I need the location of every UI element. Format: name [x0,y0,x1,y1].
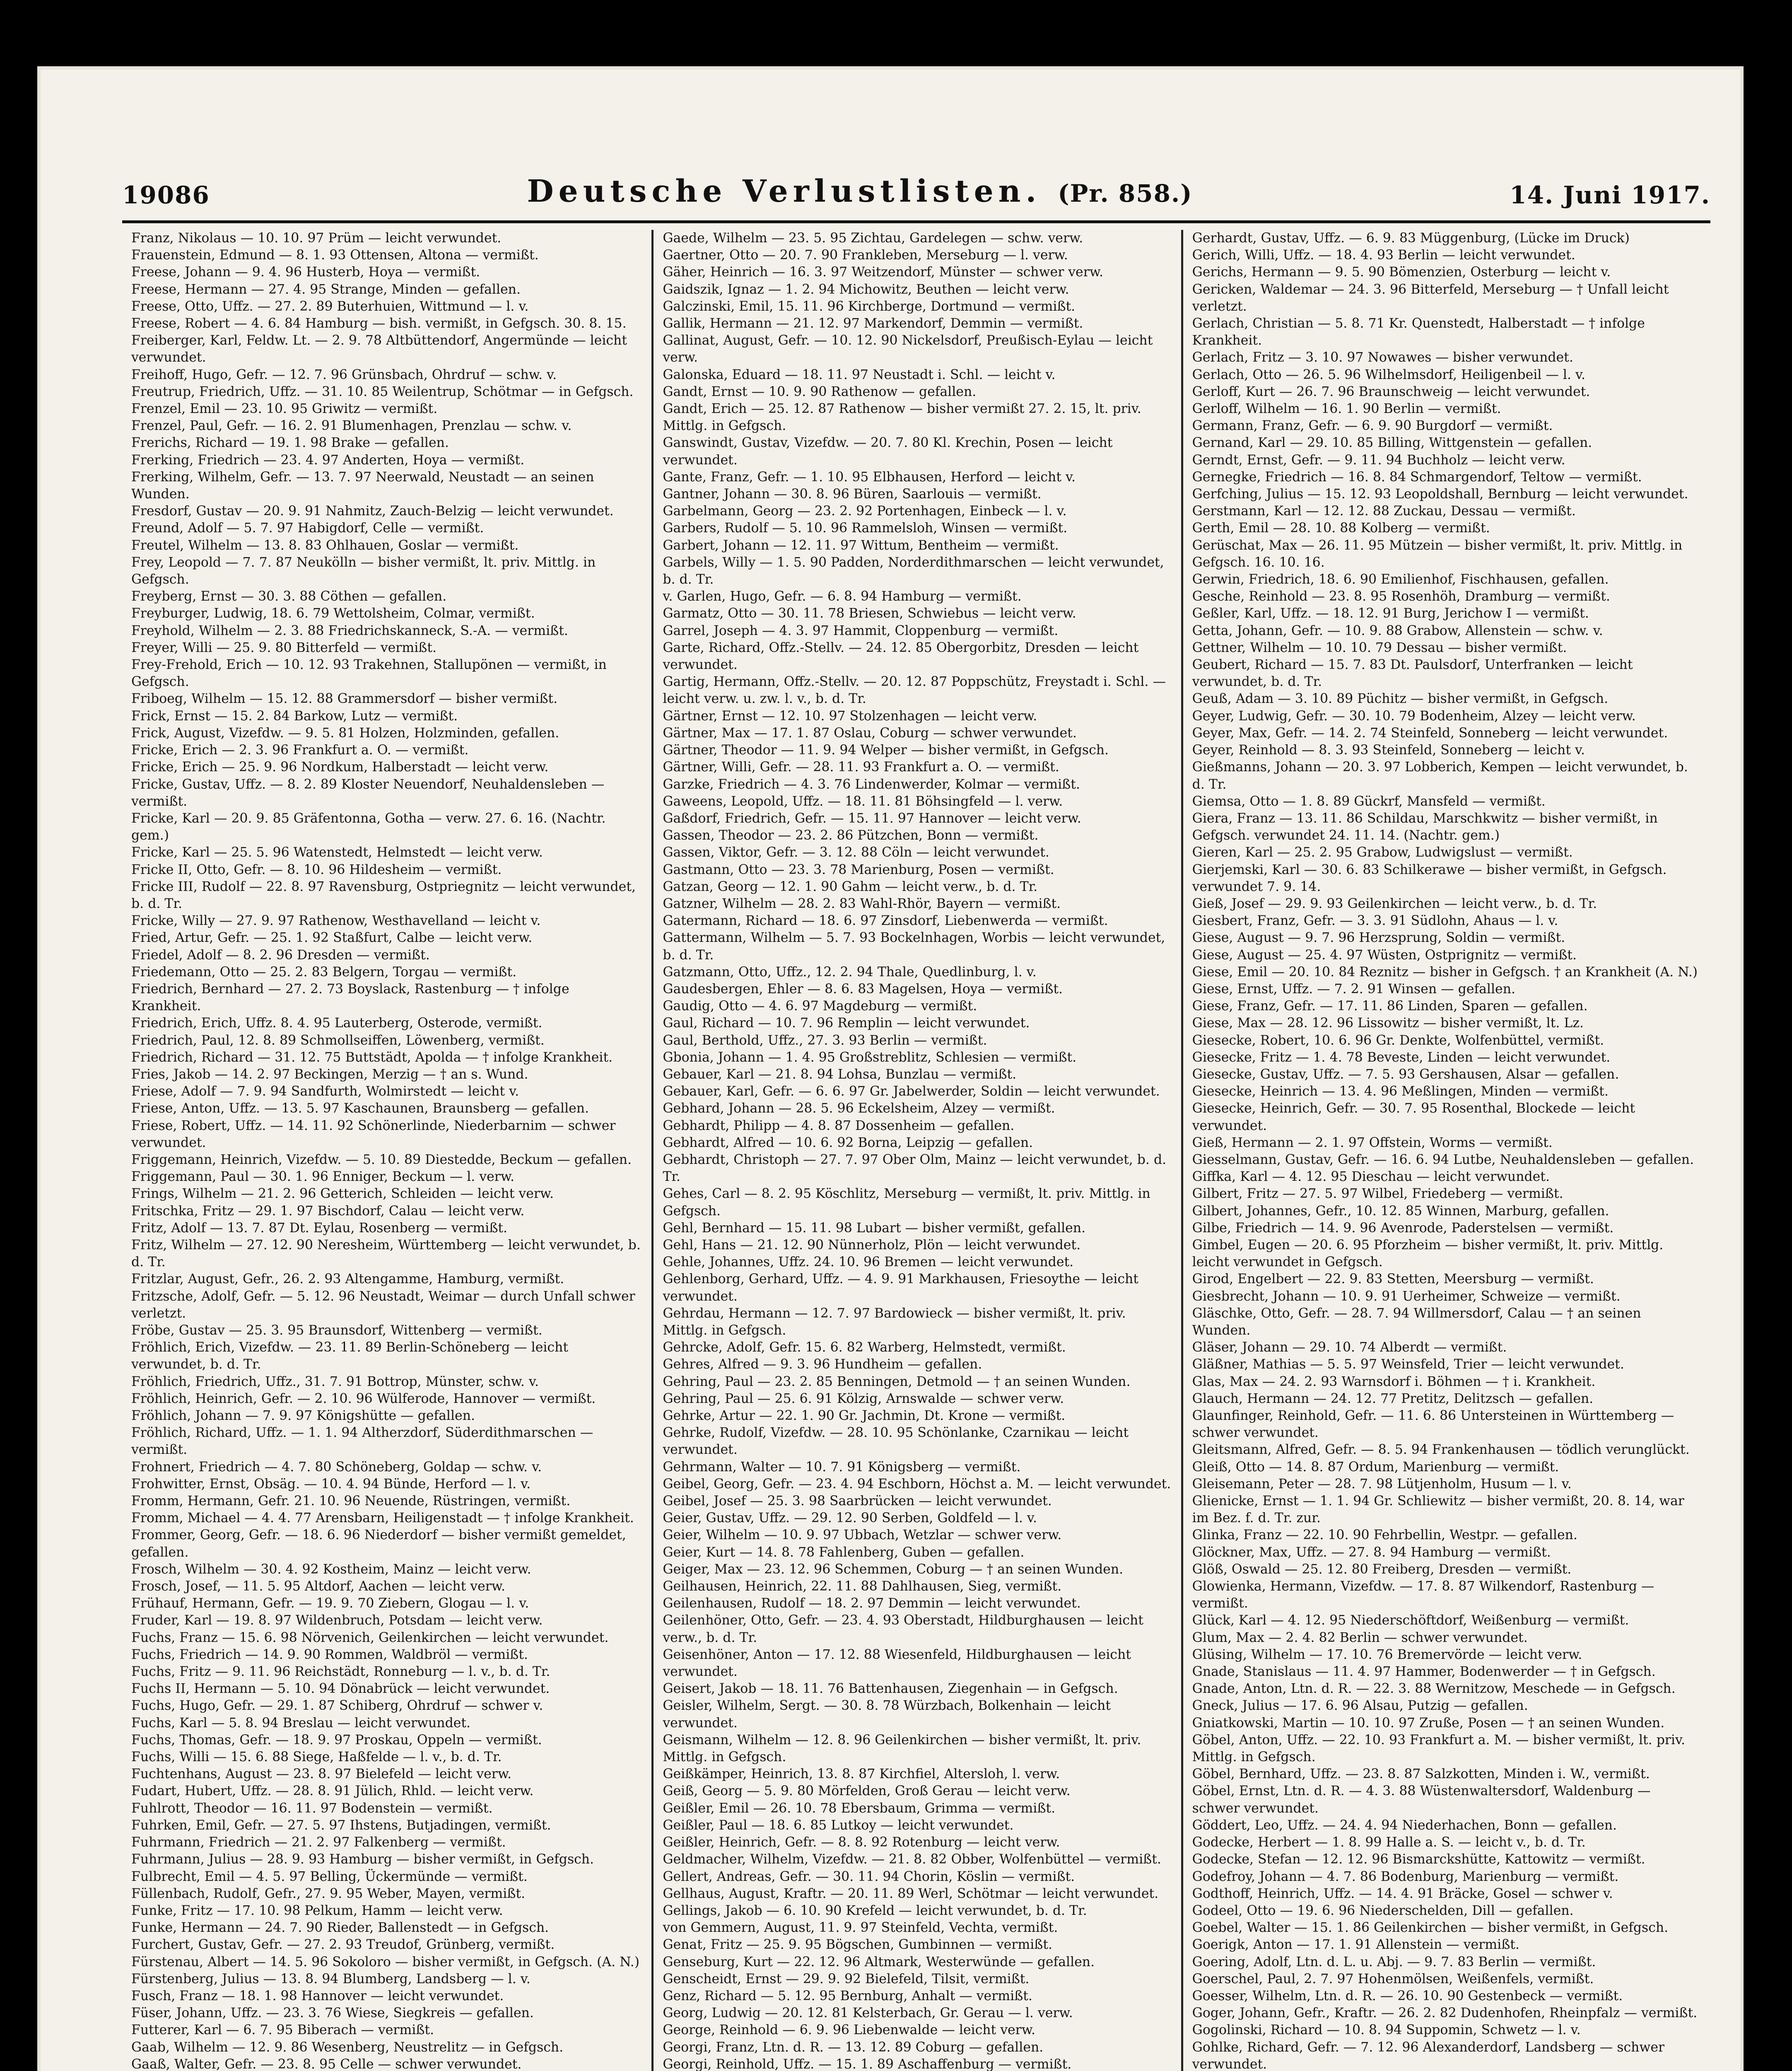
page-header [122,147,1710,209]
casualty-entry: Fudart, Hubert, Uffz. — 28. 8. 91 Jülich, Rhld. — leicht verw. [131,1784,534,1799]
casualty-entry: Gehle, Johannes, Uffz. 24. 10. 96 Bremen — leicht verwundet. [663,1255,1074,1270]
casualty-entry: Garbelmann, Georg — 23. 2. 92 Portenhagen, Einbeck — l. v. [663,504,1067,519]
casualty-entry: Gohlke, Richard, Gefr. — 7. 12. 96 Alexanderdorf, Landsberg — schwer verwundet. [1192,2040,1665,2071]
casualty-entry: Genat, Fritz — 25. 9. 95 Bögschen, Gumbinnen — vermißt. [663,1937,1052,1953]
casualty-entry: Fuhrmann, Julius — 28. 9. 93 Hamburg — bisher vermißt, in Gefgsch. [131,1852,594,1867]
casualty-entry: Glauch, Hermann — 24. 12. 77 Pretitz, Delitzsch — gefallen. [1192,1391,1594,1406]
casualty-entry: Gellhaus, August, Kraftr. — 20. 11. 89 Werl, Schötmar — leicht verwundet. [663,1886,1159,1901]
casualty-entry: Gnade, Anton, Ltn. d. R. — 22. 3. 88 Wernitzow, Meschede — in Gefgsch. [1192,1681,1676,1697]
casualty-entry: Gerloff, Wilhelm — 16. 1. 90 Berlin — vermißt. [1192,401,1501,417]
casualty-entry: Frick, Ernst — 15. 2. 84 Barkow, Lutz — vermißt. [131,708,458,724]
casualty-entry: Gerloff, Kurt — 26. 7. 96 Braunschweig — leicht verwundet. [1192,384,1590,399]
casualty-entry: Geismann, Wilhelm — 12. 8. 96 Geilenkirchen — bisher vermißt, lt. priv. Mittlg. in Gefgsch. [663,1732,1141,1765]
casualty-entry: Fuchs, Willi — 15. 6. 88 Siege, Haßfelde — l. v., b. d. Tr. [131,1750,502,1765]
casualty-entry: Girod, Engelbert — 22. 9. 83 Stetten, Meersburg — vermißt. [1192,1272,1594,1287]
casualty-entry: Gnade, Stanislaus — 11. 4. 97 Hammer, Bodenwerder — † in Gefgsch. [1192,1664,1656,1680]
casualty-entry: Fricke, Willy — 27. 9. 97 Rathenow, Westhavelland — leicht v. [131,913,541,929]
casualty-entry: Geßler, Karl, Uffz. — 18. 12. 91 Burg, Jerichow I — vermißt. [1192,606,1589,621]
casualty-entry: Gandt, Erich — 25. 12. 87 Rathenow — bisher vermißt 27. 2. 15, lt. priv. Mittlg. in Gefgsch. [663,401,1141,434]
casualty-entry: Godecke, Herbert — 1. 8. 99 Halle a. S. — leicht v., b. d. Tr. [1192,1835,1586,1850]
casualty-entry: Gellings, Jakob — 6. 10. 90 Krefeld — leicht verwundet, b. d. Tr. [663,1903,1087,1918]
casualty-entry: Gläschke, Otto, Gefr. — 28. 7. 94 Willmersdorf, Calau — † an seinen Wunden. [1192,1306,1641,1338]
casualty-entry: Geuß, Adam — 3. 10. 89 Püchitz — bisher vermißt, in Gefgsch. [1192,691,1609,707]
casualty-entry: Giese, August — 9. 7. 96 Herzsprung, Soldin — vermißt. [1192,930,1565,946]
casualty-entry: Gassen, Theodor — 23. 2. 86 Pützchen, Bonn — vermißt. [663,828,1039,843]
casualty-entry: Giesecke, Heinrich, Gefr. — 30. 7. 95 Rosenthal, Blockede — leicht verwundet. [1192,1101,1635,1133]
casualty-entry: Gehlenborg, Gerhard, Uffz. — 4. 9. 91 Markhausen, Friesoythe — leicht verwundet. [663,1272,1138,1304]
casualty-entry: Fritz, Wilhelm — 27. 12. 90 Neresheim, Württemberg — leicht verwundet, b. d. Tr. [131,1237,641,1270]
columns [122,230,1710,2071]
casualty-entry: Gante, Franz, Gefr. — 1. 10. 95 Elbhausen, Herford — leicht v. [663,469,1076,485]
casualty-entry: Geilhausen, Heinrich, 22. 11. 88 Dahlhausen, Sieg, vermißt. [663,1579,1062,1594]
casualty-entry: Geibel, Josef — 25. 3. 98 Saarbrücken — leicht verwundet. [663,1494,1052,1509]
casualty-entry: Geilenhöner, Otto, Gefr. — 23. 4. 93 Oberstadt, Hildburghausen — leicht verw., b. d. Tr. [663,1613,1143,1645]
casualty-entry: Frey, Leopold — 7. 7. 87 Neukölln — bisher vermißt, lt. priv. Mittlg. in Gefgsch. [131,555,596,587]
casualty-entry: Gattermann, Wilhelm — 5. 7. 93 Bockelnhagen, Worbis — leicht verwundet, b. d. Tr. [663,930,1165,963]
casualty-entry: Friedemann, Otto — 25. 2. 83 Belgern, Torgau — vermißt. [131,964,517,980]
casualty-entry: Giese, Max — 28. 12. 96 Lissowitz — bisher vermißt, lt. Lz. [1192,1016,1584,1031]
casualty-entry: Friggemann, Heinrich, Vizefdw. — 5. 10. 89 Diestedde, Beckum — gefallen. [131,1152,632,1167]
casualty-entry: Gaab, Wilhelm — 12. 9. 86 Wesenberg, Neustrelitz — in Gefgsch. [131,2040,564,2055]
casualty-entry: Fricke, Erich — 2. 3. 96 Frankfurt a. O. — vermißt. [131,743,469,758]
column-2 [651,230,1181,2071]
casualty-entry: Godefroy, Johann — 4. 7. 86 Bodenburg, Marienburg — vermißt. [1192,1869,1619,1884]
casualty-entry: Fromm, Michael — 4. 4. 77 Arensbarn, Heiligenstadt — † infolge Krankheit. [131,1511,634,1526]
casualty-entry: Geldmacher, Wilhelm, Vizefdw. — 21. 8. 82 Obber, Wolfenbüttel — vermißt. [663,1852,1161,1867]
casualty-entry: Giese, Emil — 20. 10. 84 Reznitz — bisher in Gefgsch. † an Krankheit (A. N.) [1192,964,1698,980]
casualty-entry: Freutel, Wilhelm — 13. 8. 83 Ohlhauen, Goslar — vermißt. [131,538,519,553]
casualty-entry: Gäher, Heinrich — 16. 3. 97 Weitzendorf, Münster — schwer verw. [663,265,1103,280]
casualty-entry: Fröhlich, Friedrich, Uffz., 31. 7. 91 Bottrop, Münster, schw. v. [131,1374,539,1389]
casualty-entry: Gerhardt, Gustav, Uffz. — 6. 9. 83 Müggenburg, (Lücke im Druck) [1192,231,1630,246]
casualty-entry: Gerlach, Fritz — 3. 10. 97 Nowawes — bisher verwundet. [1192,350,1573,365]
casualty-entry: George, Reinhold — 6. 9. 96 Liebenwalde — leicht verw. [663,2023,1035,2038]
casualty-entry: Gärtner, Willi, Gefr. — 28. 11. 93 Frankfurt a. O. — vermißt. [663,760,1059,775]
casualty-entry: Fröhlich, Erich, Vizefdw. — 23. 11. 89 Berlin-Schöneberg — leicht verwundet, b. d. Tr. [131,1340,569,1372]
casualty-entry: Gerth, Emil — 28. 10. 88 Kolberg — vermißt. [1192,521,1490,536]
casualty-entry: Fuhrken, Emil, Gefr. — 27. 5. 97 Ihstens, Butjadingen, vermißt. [131,1818,551,1833]
casualty-entry: Friedel, Adolf — 8. 2. 96 Dresden — vermißt. [131,947,430,963]
casualty-entry: Gehes, Carl — 8. 2. 95 Köschlitz, Merseburg — vermißt, lt. priv. Mittlg. in Gefgsch. [663,1186,1150,1219]
casualty-entry: Fuchs, Fritz — 9. 11. 96 Reichstädt, Ronneburg — l. v., b. d. Tr. [131,1664,550,1680]
casualty-entry: Fricke, Erich — 25. 9. 96 Nordkum, Halberstadt — leicht verw. [131,760,549,775]
casualty-entry: Gilbert, Johannes, Gefr., 10. 12. 85 Winnen, Marburg, gefallen. [1192,1203,1609,1219]
casualty-entry: Freese, Johann — 9. 4. 96 Husterb, Hoya — vermißt. [131,265,480,280]
casualty-entry: Fried, Artur, Gefr. — 25. 1. 92 Staßfurt, Calbe — leicht verw. [131,930,533,946]
casualty-entry: Giemsa, Otto — 1. 8. 89 Gückrf, Mansfeld — vermißt. [1192,794,1546,809]
casualty-entry: Göddert, Leo, Uffz. — 24. 4. 94 Niederhachen, Bonn — gefallen. [1192,1818,1617,1833]
casualty-entry: Glowienka, Hermann, Vizefdw. — 17. 8. 87 Wilkendorf, Rastenburg — vermißt. [1192,1579,1655,1611]
casualty-entry: Gehrke, Rudolf, Vizefdw. — 28. 10. 95 Schönlanke, Czarnikau — leicht verwundet. [663,1425,1129,1458]
casualty-entry: Gaidszik, Ignaz — 1. 2. 94 Michowitz, Beuthen — leicht verw. [663,282,1069,297]
casualty-entry: Frings, Wilhelm — 21. 2. 96 Getterich, Schleiden — leicht verw. [131,1186,554,1202]
casualty-entry: Gatzan, Georg — 12. 1. 90 Gahm — leicht verw., b. d. Tr. [663,879,1038,894]
casualty-entry: Gehres, Alfred — 9. 3. 96 Hundheim — gefallen. [663,1357,982,1372]
casualty-entry: Frenzel, Paul, Gefr. — 16. 2. 91 Blumenhagen, Prenzlau — schw. v. [131,418,572,434]
casualty-entry: Gatermann, Richard — 18. 6. 97 Zinsdorf, Liebenwerda — vermißt. [663,913,1108,929]
casualty-entry: Füllenbach, Rudolf, Gefr., 27. 9. 95 Weber, Mayen, vermißt. [131,1886,526,1901]
casualty-entry: Garbert, Johann — 12. 11. 97 Wittum, Bentheim — vermißt. [663,538,1059,553]
casualty-entry: Gbonia, Johann — 1. 4. 95 Großstreblitz, Schlesien — vermißt. [663,1050,1077,1065]
casualty-entry: Gaudig, Otto — 4. 6. 97 Magdeburg — vermißt. [663,999,977,1014]
casualty-entry: Frohnert, Friedrich — 4. 7. 80 Schöneberg, Goldap — schw. v. [131,1459,542,1475]
casualty-entry: Geyer, Reinhold — 8. 3. 93 Steinfeld, Sonneberg — leicht v. [1192,743,1585,758]
casualty-entry: Gimbel, Eugen — 20. 6. 95 Pforzheim — bisher vermißt, lt. priv. Mittlg. leicht verwundet in Gefgsch. [1192,1237,1664,1270]
casualty-entry: Gläßner, Mathias — 5. 5. 97 Weinsfeld, Trier — leicht verwundet. [1192,1357,1624,1372]
casualty-entry: Gallik, Hermann — 21. 12. 97 Markendorf, Demmin — vermißt. [663,316,1083,331]
casualty-entry: Glöß, Oswald — 25. 12. 80 Freiberg, Dresden — vermißt. [1192,1562,1572,1577]
casualty-entry: Fresdorf, Gustav — 20. 9. 91 Nahmitz, Zauch-Belzig — leicht verwundet. [131,504,614,519]
casualty-entry: Giera, Franz — 13. 11. 86 Schildau, Marschkwitz — bisher vermißt, in Gefgsch. verwundet 24. 11. 14. (Nachtr. gem.) [1192,811,1658,843]
casualty-entry: Gaede, Wilhelm — 23. 5. 95 Zichtau, Gardelegen — schw. verw. [663,231,1083,246]
casualty-entry: Geier, Gustav, Uffz. — 29. 12. 90 Serben, Goldfeld — l. v. [663,1511,1037,1526]
casualty-entry: Gebauer, Karl — 21. 8. 94 Lohsa, Bunzlau — vermißt. [663,1067,1017,1082]
casualty-entry: Giesselmann, Gustav, Gefr. — 16. 6. 94 Lutbe, Neuhaldensleben — gefallen. [1192,1152,1694,1167]
casualty-entry: Fuchs, Hugo, Gefr. — 29. 1. 87 Schiberg, Ohrdruf — schwer v. [131,1698,543,1714]
masthead [527,174,1192,209]
casualty-entry: Geißler, Heinrich, Gefr. — 8. 8. 92 Rotenburg — leicht verw. [663,1835,1060,1850]
casualty-entry: Gatzmann, Otto, Uffz., 12. 2. 94 Thale, Quedlinburg, l. v. [663,964,1037,980]
casualty-entry: Gilbe, Friedrich — 14. 9. 96 Avenrode, Paderstelsen — vermißt. [1192,1220,1614,1236]
casualty-entry: Georgi, Franz, Ltn. d. R. — 13. 12. 89 Coburg — gefallen. [663,2040,1044,2055]
casualty-entry: Gebhardt, Alfred — 10. 6. 92 Borna, Leipzig — gefallen. [663,1135,1033,1150]
casualty-entry: Gehrke, Artur — 22. 1. 90 Gr. Jachmin, Dt. Krone — vermißt. [663,1408,1066,1424]
casualty-entry: Geiger, Max — 23. 12. 96 Schemmen, Coburg — † an seinen Wunden. [663,1562,1124,1577]
issue-date: 14. Juni 1917. [1510,181,1710,209]
casualty-entry: Friedrich, Richard — 31. 12. 75 Buttstädt, Apolda — † infolge Krankheit. [131,1050,613,1065]
casualty-entry: Gärtner, Theodor — 11. 9. 94 Welper — bisher vermißt, in Gefgsch. [663,743,1109,758]
casualty-entry: Genseburg, Kurt — 22. 12. 96 Altmark, Westerwünde — gefallen. [663,1954,1095,1970]
masthead-title: Deutsche Verlustlisten. [527,174,1042,209]
casualty-entry: Gniatkowski, Martin — 10. 10. 97 Zruße, Posen — † an seinen Wunden. [1192,1715,1665,1731]
casualty-entry: Fuchs, Friedrich — 14. 9. 90 Rommen, Waldbröl — vermißt. [131,1647,528,1662]
casualty-entry: Frerking, Wilhelm, Gefr. — 13. 7. 97 Neerwald, Neustadt — an seinen Wunden. [131,469,594,502]
casualty-entry: Gerwin, Friedrich, 18. 6. 90 Emilienhof, Fischhausen, gefallen. [1192,572,1609,587]
casualty-entry: Getta, Johann, Gefr. — 10. 9. 88 Grabow, Allenstein — schw. v. [1192,623,1603,638]
casualty-entry: Fruder, Karl — 19. 8. 97 Wildenbruch, Potsdam — leicht verw. [131,1613,543,1628]
casualty-entry: Frey-Frehold, Erich — 10. 12. 93 Trakehnen, Stallupönen — vermißt, in Gefgsch. [131,657,607,690]
casualty-entry: Gerichs, Hermann — 9. 5. 90 Bömenzien, Osterburg — leicht v. [1192,265,1611,280]
casualty-entry: Friboeg, Wilhelm — 15. 12. 88 Grammersdorf — bisher vermißt. [131,691,558,707]
casualty-entry: Giesecke, Gustav, Uffz. — 7. 5. 93 Gershausen, Alsar — gefallen. [1192,1067,1619,1082]
casualty-entry: Gaertner, Otto — 20. 7. 90 Frankleben, Merseburg — l. verw. [663,248,1068,263]
casualty-entry: Funke, Hermann — 24. 7. 90 Rieder, Ballenstedt — in Gefgsch. [131,1920,549,1936]
casualty-entry: Glück, Karl — 4. 12. 95 Niederschöftdorf, Weißenburg — vermißt. [1192,1613,1629,1628]
casualty-entry: Fröhlich, Richard, Uffz. — 1. 1. 94 Altherzdorf, Süderdithmarschen — vermißt. [131,1425,593,1458]
casualty-entry: Gieß, Hermann — 2. 1. 97 Offstein, Worms — vermißt. [1192,1135,1553,1150]
casualty-entry: Gläser, Johann — 29. 10. 74 Alberdt — vermißt. [1192,1340,1507,1355]
casualty-entry: Fröbe, Gustav — 25. 3. 95 Braunsdorf, Wittenberg — vermißt. [131,1323,543,1338]
casualty-entry: Gallinat, August, Gefr. — 10. 12. 90 Nickelsdorf, Preußisch-Eylau — leicht verw. [663,333,1153,365]
casualty-entry: Gierjemski, Karl — 30. 6. 83 Schilkerawe — bisher vermißt, in Gefgsch. verwundet 7. 9. 14. [1192,862,1667,894]
casualty-entry: Gebhardt, Christoph — 27. 7. 97 Ober Olm, Mainz — leicht verwundet, b. d. Tr. [663,1152,1167,1185]
casualty-entry: Godeel, Otto — 19. 6. 96 Niederschelden, Dill — gefallen. [1192,1903,1574,1918]
page-number: 19086 [122,181,210,209]
casualty-entry: Fricke, Gustav, Uffz. — 8. 2. 89 Kloster Neuendorf, Neuhaldensleben — vermißt. [131,777,605,809]
casualty-entry: Garbels, Willy — 1. 5. 90 Padden, Norderdithmarschen — leicht verwundet, b. d. Tr. [663,555,1164,587]
casualty-entry: Giesbrecht, Johann — 10. 9. 91 Uerheimer, Schweize — vermißt. [1192,1289,1621,1304]
casualty-entry: Fritschka, Fritz — 29. 1. 97 Bischdorf, Calau — leicht verw. [131,1203,525,1219]
casualty-entry: Gartig, Hermann, Offz.-Stellv. — 20. 12. 87 Poppschütz, Freystadt i. Schl. — leicht verw. u. zw. l. v., b. d. Tr. [663,674,1166,707]
casualty-entry: Genz, Richard — 5. 12. 95 Bernburg, Anhalt — vermißt. [663,1988,1032,2003]
casualty-entry: Geibel, Georg, Gefr. — 23. 4. 94 Eschborn, Höchst a. M. — leicht verwundet. [663,1476,1171,1492]
casualty-entry: Gehl, Bernhard — 15. 11. 98 Lubart — bisher vermißt, gefallen. [663,1220,1086,1236]
casualty-entry: Giesecke, Robert, 10. 6. 96 Gr. Denkte, Wolfenbüttel, vermißt. [1192,1033,1604,1048]
casualty-entry: Freihoff, Hugo, Gefr. — 12. 7. 96 Grünsbach, Ohrdruf — schw. v. [131,367,557,382]
casualty-entry: Goerschel, Paul, 2. 7. 97 Hohenmölsen, Weißenfels, vermißt. [1192,1971,1594,1987]
casualty-entry: Geiß, Georg — 5. 9. 80 Mörfelden, Groß Gerau — leicht verw. [663,1784,1071,1799]
casualty-entry: Gebauer, Karl, Gefr. — 6. 6. 97 Gr. Jabelwerder, Soldin — leicht verwundet. [663,1084,1160,1099]
casualty-entry: Galczinski, Emil, 15. 11. 96 Kirchberge, Dortmund — vermißt. [663,299,1076,314]
column-1 [122,230,651,2071]
casualty-entry: Giese, Franz, Gefr. — 17. 11. 86 Linden, Sparen — gefallen. [1192,999,1588,1014]
casualty-entry: Gaul, Richard — 10. 7. 96 Remplin — leicht verwundet. [663,1016,1030,1031]
casualty-entry: Göbel, Ernst, Ltn. d. R. — 4. 3. 88 Wüstenwaltersdorf, Waldenburg — schwer verwundet. [1192,1784,1651,1816]
casualty-entry: Fricke, Karl — 25. 5. 96 Watenstedt, Helmstedt — leicht verw. [131,845,543,860]
issue-number: (Pr. 858.) [1058,179,1193,208]
casualty-entry: Gehring, Paul — 23. 2. 85 Benningen, Detmold — † an seinen Wunden. [663,1374,1131,1389]
casualty-entry: Frosch, Wilhelm — 30. 4. 92 Kostheim, Mainz — leicht verw. [131,1562,531,1577]
casualty-entry: Gatzner, Wilhelm — 28. 2. 83 Wahl-Rhör, Bayern — vermißt. [663,896,1061,911]
casualty-entry: Godthoff, Heinrich, Uffz. — 14. 4. 91 Bräcke, Gosel — schwer v. [1192,1886,1613,1901]
casualty-entry: Giese, August — 25. 4. 97 Wüsten, Ostprignitz — vermißt. [1192,947,1577,963]
casualty-entry: Fuchs, Karl — 5. 8. 94 Breslau — leicht verwundet. [131,1715,471,1731]
casualty-entry: Geisenhöner, Anton — 17. 12. 88 Wiesenfeld, Hildburghausen — leicht verwundet. [663,1647,1131,1680]
casualty-entry: Gehring, Paul — 25. 6. 91 Kölzig, Arnswalde — schwer verw. [663,1391,1064,1406]
casualty-entry: Geier, Wilhelm — 10. 9. 97 Ubbach, Wetzlar — schwer verw. [663,1528,1062,1543]
casualty-entry: Ganswindt, Gustav, Vizefdw. — 20. 7. 80 Kl. Krechin, Posen — leicht verwundet. [663,435,1113,468]
casualty-entry: Gaaß, Walter, Gefr. — 23. 8. 95 Celle — schwer verwundet. [131,2057,522,2071]
casualty-entry: Geyer, Ludwig, Gefr. — 30. 10. 79 Bodenheim, Alzey — leicht verw. [1192,708,1636,724]
casualty-entry: Gebhardt, Philipp — 4. 8. 87 Dossenheim — gefallen. [663,1118,1015,1133]
casualty-entry: Fuchs, Thomas, Gefr. — 18. 9. 97 Proskau, Oppeln — vermißt. [131,1732,542,1748]
casualty-entry: Gebhard, Johann — 28. 5. 96 Eckelsheim, Alzey — vermißt. [663,1101,1055,1116]
casualty-entry: Gleiß, Otto — 14. 8. 87 Ordum, Marienburg — vermißt. [1192,1459,1559,1475]
casualty-entry: Freyer, Willi — 25. 9. 80 Bitterfeld — vermißt. [131,640,437,655]
casualty-entry: Füser, Johann, Uffz. — 23. 3. 76 Wiese, Siegkreis — gefallen. [131,2006,534,2021]
casualty-entry: Fricke III, Rudolf — 22. 8. 97 Ravensburg, Ostpriegnitz — leicht verwundet, b. d. Tr. [131,879,636,911]
casualty-entry: Friedrich, Paul, 12. 8. 89 Schmollseiffen, Löwenberg, vermißt. [131,1033,545,1048]
casualty-entry: Glinka, Franz — 22. 10. 90 Fehrbellin, Westpr. — gefallen. [1192,1528,1577,1543]
casualty-entry: Glöckner, Max, Uffz. — 27. 8. 94 Hamburg — vermißt. [1192,1545,1551,1560]
casualty-entry: Frick, August, Vizefdw. — 9. 5. 81 Holzen, Holzminden, gefallen. [131,725,560,741]
casualty-entry: Gernegke, Friedrich — 16. 8. 84 Schmargendorf, Teltow — vermißt. [1192,469,1642,485]
casualty-entry: Freese, Robert — 4. 6. 84 Hamburg — bish. vermißt, in Gefgsch. 30. 8. 15. [131,316,627,331]
casualty-entry: Glaunfinger, Reinhold, Gefr. — 11. 6. 86 Untersteinen in Württemberg — schwer verwundet. [1192,1408,1674,1441]
casualty-entry: Göbel, Anton, Uffz. — 22. 10. 93 Frankfurt a. M. — bisher vermißt, lt. priv. Mittlg. in Gefgsch. [1192,1732,1686,1765]
casualty-entry: Gärtner, Ernst — 12. 10. 97 Stolzenhagen — leicht verw. [663,708,1037,724]
casualty-entry: Gleisemann, Peter — 28. 7. 98 Lütjenholm, Husum — l. v. [1192,1476,1572,1492]
casualty-entry: Glas, Max — 24. 2. 93 Warnsdorf i. Böhmen — † i. Krankheit. [1192,1374,1596,1389]
casualty-entry: Geier, Kurt — 14. 8. 78 Fahlenberg, Guben — gefallen. [663,1545,1025,1560]
casualty-entry: Gneck, Julius — 17. 6. 96 Alsau, Putzig — gefallen. [1192,1698,1528,1714]
casualty-entry: Gassen, Viktor, Gefr. — 3. 12. 88 Cöln — leicht verwundet. [663,845,1049,860]
casualty-entry: Gaul, Berthold, Uffz., 27. 3. 93 Berlin — vermißt. [663,1033,987,1048]
casualty-entry: Frommer, Georg, Gefr. — 18. 6. 96 Niederdorf — bisher vermißt gemeldet, gefallen. [131,1528,626,1560]
casualty-entry: Goering, Adolf, Ltn. d. L. u. Abj. — 9. 7. 83 Berlin — vermißt. [1192,1954,1596,1970]
casualty-entry: Goesser, Wilhelm, Ltn. d. R. — 26. 10. 90 Gestenbeck — vermißt. [1192,1988,1623,2003]
casualty-entry: Godecke, Stefan — 12. 12. 96 Bismarckshütte, Kattowitz — vermißt. [1192,1852,1645,1867]
casualty-entry: Gehl, Hans — 21. 12. 90 Nünnerholz, Plön — leicht verwundet. [663,1237,1081,1253]
casualty-entry: Freyberg, Ernst — 30. 3. 88 Cöthen — gefallen. [131,589,447,604]
casualty-entry: Frosch, Josef, — 11. 5. 95 Altdorf, Aachen — leicht verw. [131,1579,506,1594]
casualty-entry: Gerndt, Ernst, Gefr. — 9. 11. 94 Buchholz — leicht verw. [1192,452,1565,468]
casualty-entry: Gaßdorf, Friedrich, Gefr. — 15. 11. 97 Hannover — leicht verw. [663,811,1081,826]
casualty-entry: Gehrmann, Walter — 10. 7. 91 Königsberg — vermißt. [663,1459,1021,1475]
casualty-entry: Friese, Anton, Uffz. — 13. 5. 97 Kaschaunen, Braunsberg — gefallen. [131,1101,589,1116]
casualty-entry: Gaweens, Leopold, Uffz. — 18. 11. 81 Böhsingfeld — l. verw. [663,794,1063,809]
casualty-entry: Garrel, Joseph — 4. 3. 97 Hammit, Cloppenburg — vermißt. [663,623,1059,638]
casualty-entry: Gandt, Ernst — 10. 9. 90 Rathenow — gefallen. [663,384,977,399]
casualty-entry: Gerlach, Otto — 26. 5. 96 Wilhelmsdorf, Heiligenbeil — l. v. [1192,367,1586,382]
casualty-entry: Gaudesbergen, Ehler — 8. 6. 83 Magelsen, Hoya — vermißt. [663,981,1063,997]
casualty-entry: Gieren, Karl — 25. 2. 95 Grabow, Ludwigslust — vermißt. [1192,845,1573,860]
casualty-entry: Georgi, Reinhold, Uffz. — 15. 1. 89 Aschaffenburg — vermißt. [663,2057,1072,2071]
casualty-entry: Fuchs II, Hermann — 5. 10. 94 Dönabrück — leicht verwundet. [131,1681,550,1697]
casualty-entry: Galonska, Eduard — 18. 11. 97 Neustadt i. Schl. — leicht v. [663,367,1056,382]
casualty-entry: Fröhlich, Johann — 7. 9. 97 Königshütte — gefallen. [131,1408,475,1424]
casualty-entry: Frerking, Friedrich — 23. 4. 97 Anderten, Hoya — vermißt. [131,452,525,468]
casualty-entry: Fricke, Karl — 20. 9. 85 Gräfentonna, Gotha — verw. 27. 6. 16. (Nachtr. gem.) [131,811,606,843]
casualty-entry: Frauenstein, Edmund — 8. 1. 93 Ottensen, Altona — vermißt. [131,248,539,263]
casualty-entry: Fritzsche, Adolf, Gefr. — 5. 12. 96 Neustadt, Weimar — durch Unfall schwer verletzt. [131,1289,635,1321]
casualty-entry: Germann, Franz, Gefr. — 6. 9. 90 Burgdorf — vermißt. [1192,418,1553,434]
casualty-entry: Frühauf, Hermann, Gefr. — 19. 9. 70 Ziebern, Glogau — l. v. [131,1596,529,1611]
casualty-entry: Fürstenberg, Julius — 13. 8. 94 Blumberg, Landsberg — l. v. [131,1971,531,1987]
casualty-entry: Gericken, Waldemar — 24. 3. 96 Bitterfeld, Merseburg — † Unfall leicht verletzt. [1192,282,1669,314]
casualty-entry: Freiberger, Karl, Feldw. Lt. — 2. 9. 78 Altbüttendorf, Angermünde — leicht verwundet. [131,333,627,365]
casualty-entry: Geilenhausen, Rudolf — 18. 2. 97 Demmin — leicht verwundet. [663,1596,1081,1611]
casualty-entry: v. Garlen, Hugo, Gefr. — 6. 8. 94 Hamburg — vermißt. [663,589,1022,604]
casualty-entry: Freyhold, Wilhelm — 2. 3. 88 Friedrichskanneck, S.-A. — vermißt. [131,623,568,638]
casualty-entry: Goebel, Walter — 15. 1. 86 Geilenkirchen — bisher vermißt, in Gefgsch. [1192,1920,1669,1936]
casualty-entry: Fuhlrott, Theodor — 16. 11. 97 Bodenstein — vermißt. [131,1801,493,1816]
casualty-entry: Furchert, Gustav, Gefr. — 27. 2. 93 Treudof, Grünberg, vermißt. [131,1937,555,1953]
casualty-entry: Fuhrmann, Friedrich — 21. 2. 97 Falkenberg — vermißt. [131,1835,506,1850]
casualty-entry: Funke, Fritz — 17. 10. 98 Pelkum, Hamm — leicht verw. [131,1903,503,1918]
casualty-entry: Giesecke, Heinrich — 13. 4. 96 Meßlingen, Minden — vermißt. [1192,1084,1609,1099]
newspaper-page [37,66,1744,2071]
casualty-entry: Friese, Robert, Uffz. — 14. 11. 92 Schönerlinde, Niederbarnim — schwer verwundet. [131,1118,616,1150]
casualty-entry: Garmatz, Otto — 30. 11. 78 Briesen, Schwiebus — leicht verw. [663,606,1076,621]
casualty-entry: Geißkämper, Heinrich, 13. 8. 87 Kirchfiel, Altersloh, l. verw. [663,1767,1060,1782]
casualty-entry: Fuchtenhans, August — 23. 8. 97 Bielefeld — leicht verw. [131,1767,512,1782]
casualty-entry: Fromm, Hermann, Gefr. 21. 10. 96 Neuende, Rüstringen, vermißt. [131,1494,571,1509]
casualty-entry: Fries, Jakob — 14. 2. 97 Beckingen, Merzig — † an s. Wund. [131,1067,528,1082]
casualty-entry: Freyburger, Ludwig, 18. 6. 79 Wettolsheim, Colmar, vermißt. [131,606,535,621]
casualty-entry: Gastmann, Otto — 23. 3. 78 Marienburg, Posen — vermißt. [663,862,1054,877]
casualty-entry: Franz, Nikolaus — 10. 10. 97 Prüm — leicht verwundet. [131,231,502,246]
casualty-entry: Giesbert, Franz, Gefr. — 3. 3. 91 Südlohn, Ahaus — l. v. [1192,913,1558,929]
casualty-entry: Frohwitter, Ernst, Obsäg. — 10. 4. 94 Bünde, Herford — l. v. [131,1476,531,1492]
casualty-entry: Gärtner, Max — 17. 1. 87 Oslau, Coburg — schwer verwundet. [663,725,1077,741]
casualty-entry: Freund, Adolf — 5. 7. 97 Habigdorf, Celle — vermißt. [131,521,484,536]
casualty-entry: Fricke II, Otto, Gefr. — 8. 10. 96 Hildesheim — vermißt. [131,862,502,877]
casualty-entry: Gleitsmann, Alfred, Gefr. — 8. 5. 94 Frankenhausen — tödlich verunglückt. [1192,1442,1690,1458]
casualty-entry: Giese, Ernst, Uffz. — 7. 2. 91 Winsen — gefallen. [1192,981,1515,997]
casualty-entry: Fürstenau, Albert — 14. 5. 96 Sokoloro — bisher vermißt, in Gefgsch. (A. N.) [131,1954,639,1970]
casualty-entry: Friese, Adolf — 7. 9. 94 Sandfurth, Wolmirstedt — leicht v. [131,1084,519,1099]
casualty-entry: Gehrcke, Adolf, Gefr. 15. 6. 82 Warberg, Helmstedt, vermißt. [663,1340,1066,1355]
casualty-entry: Futterer, Karl — 6. 7. 95 Biberach — vermißt. [131,2023,434,2038]
casualty-entry: Gettner, Wilhelm — 10. 10. 79 Dessau — bisher vermißt. [1192,640,1567,655]
casualty-entry: Geisler, Wilhelm, Sergt. — 30. 8. 78 Würzbach, Bolkenhain — leicht verwundet. [663,1698,1111,1731]
header-rule [122,220,1710,223]
casualty-entry: Gerüschat, Max — 26. 11. 95 Mützein — bisher vermißt, lt. priv. Mittlg. in Gefgsch. 16. 10. 16. [1192,538,1683,570]
casualty-entry: Gellert, Andreas, Gefr. — 30. 11. 94 Chorin, Köslin — vermißt. [663,1869,1075,1884]
casualty-entry: Gehrdau, Hermann — 12. 7. 97 Bardowieck — bisher vermißt, lt. priv. Mittlg. in Gefgsch. [663,1306,1126,1338]
casualty-entry: Garte, Richard, Offz.-Stellv. — 24. 12. 85 Obergorbitz, Dresden — leicht verwundet. [663,640,1139,673]
casualty-entry: Geißler, Emil — 26. 10. 78 Ebersbaum, Grimma — vermißt. [663,1801,1056,1816]
casualty-entry: Gießmanns, Johann — 20. 3. 97 Lobberich, Kempen — leicht verwundet, b. d. Tr. [1192,760,1688,792]
casualty-entry: Gantner, Johann — 30. 8. 96 Büren, Saarlouis — vermißt. [663,487,1042,502]
casualty-entry: Geißler, Paul — 18. 6. 85 Lutkoy — leicht verwundet. [663,1818,1014,1833]
casualty-entry: Fuchs, Franz — 15. 6. 98 Nörvenich, Geilenkirchen — leicht verwundet. [131,1630,609,1645]
casualty-entry: Gernand, Karl — 29. 10. 85 Billing, Wittgenstein — gefallen. [1192,435,1592,451]
casualty-entry: Fulbrecht, Emil — 4. 5. 97 Belling, Ückermünde — vermißt. [131,1869,528,1884]
casualty-entry: Friedrich, Bernhard — 27. 2. 73 Boyslack, Rastenburg — † infolge Krankheit. [131,981,569,1014]
casualty-entry: Fritzlar, August, Gefr., 26. 2. 93 Altengamme, Hamburg, vermißt. [131,1272,564,1287]
casualty-entry: Gerfching, Julius — 15. 12. 93 Leopoldshall, Bernburg — leicht verwundet. [1192,487,1688,502]
casualty-entry: Göbel, Bernhard, Uffz. — 23. 8. 87 Salzkotten, Minden i. W., vermißt. [1192,1767,1650,1782]
casualty-entry: Freutrup, Friedrich, Uffz. — 31. 10. 85 Weilentrup, Schötmar — in Gefgsch. [131,384,634,399]
casualty-entry: Glum, Max — 2. 4. 82 Berlin — schwer verwundet. [1192,1630,1528,1645]
casualty-entry: Georg, Ludwig — 20. 12. 81 Kelsterbach, Gr. Gerau — l. verw. [663,2006,1073,2021]
casualty-entry: Giesecke, Fritz — 1. 4. 78 Beveste, Linden — leicht verwundet. [1192,1050,1611,1065]
casualty-entry: Freese, Hermann — 27. 4. 95 Strange, Minden — gefallen. [131,282,521,297]
casualty-entry: Freese, Otto, Uffz. — 27. 2. 89 Buterhuien, Wittmund — l. v. [131,299,529,314]
casualty-entry: Glienicke, Ernst — 1. 1. 94 Gr. Schliewitz — bisher vermißt, 20. 8. 14, war im Bez. f. d. Tr. zur. [1192,1494,1684,1526]
casualty-entry: Friedrich, Erich, Uffz. 8. 4. 95 Lauterberg, Osterode, vermißt. [131,1016,543,1031]
casualty-entry: Gerstmann, Karl — 12. 12. 88 Zuckau, Dessau — vermißt. [1192,504,1576,519]
casualty-entry: Gilbert, Fritz — 27. 5. 97 Wilbel, Friedeberg — vermißt. [1192,1186,1563,1202]
casualty-entry: Geyer, Max, Gefr. — 14. 2. 74 Steinfeld, Sonneberg — leicht verwundet. [1192,725,1668,741]
casualty-entry: Giffka, Karl — 4. 12. 95 Dieschau — leicht verwundet. [1192,1169,1550,1185]
casualty-entry: Frenzel, Emil — 23. 10. 95 Griwitz — vermißt. [131,401,438,417]
casualty-entry: Fröhlich, Heinrich, Gefr. — 2. 10. 96 Wülferode, Hannover — vermißt. [131,1391,596,1406]
casualty-entry: Gerich, Willi, Uffz. — 18. 4. 93 Berlin — leicht verwundet. [1192,248,1575,263]
casualty-entry: von Gemmern, August, 11. 9. 97 Steinfeld, Vechta, vermißt. [663,1920,1058,1936]
casualty-entry: Friggemann, Paul — 30. 1. 96 Enniger, Beckum — l. verw. [131,1169,515,1185]
casualty-entry: Fusch, Franz — 18. 1. 98 Hannover — leicht verwundet. [131,1988,504,2003]
casualty-entry: Goerigk, Anton — 17. 1. 91 Allenstein — vermißt. [1192,1937,1519,1953]
casualty-entry: Fritz, Adolf — 13. 7. 87 Dt. Eylau, Rosenberg — vermißt. [131,1220,508,1236]
casualty-entry: Garzke, Friedrich — 4. 3. 76 Lindenwerder, Kolmar — vermißt. [663,777,1080,792]
casualty-entry: Goger, Johann, Gefr., Kraftr. — 26. 2. 82 Dudenhofen, Rheinpfalz — vermißt. [1192,2006,1698,2021]
casualty-entry: Genscheidt, Ernst — 29. 9. 92 Bielefeld, Tilsit, vermißt. [663,1971,1030,1987]
casualty-entry: Glüsing, Wilhelm — 17. 10. 76 Bremervörde — leicht verw. [1192,1647,1582,1662]
casualty-entry: Geubert, Richard — 15. 7. 83 Dt. Paulsdorf, Unterfranken — leicht verwundet, b. d. Tr. [1192,657,1633,690]
casualty-entry: Gesche, Reinhold — 23. 8. 95 Rosenhöh, Dramburg — vermißt. [1192,589,1610,604]
casualty-entry: Gerlach, Christian — 5. 8. 71 Kr. Quenstedt, Halberstadt — † infolge Krankheit. [1192,316,1645,348]
casualty-entry: Frerichs, Richard — 19. 1. 98 Brake — gefallen. [131,435,449,451]
casualty-entry: Geisert, Jakob — 18. 11. 76 Battenhausen, Ziegenhain — in Gefgsch. [663,1681,1118,1697]
casualty-entry: Gieß, Josef — 29. 9. 93 Geilenkirchen — leicht verw., b. d. Tr. [1192,896,1597,911]
casualty-entry: Gogolinski, Richard — 10. 8. 94 Suppomin, Schwetz — l. v. [1192,2023,1581,2038]
casualty-entry: Garbers, Rudolf — 5. 10. 96 Rammelsloh, Winsen — vermißt. [663,521,1068,536]
column-3 [1181,230,1710,2071]
